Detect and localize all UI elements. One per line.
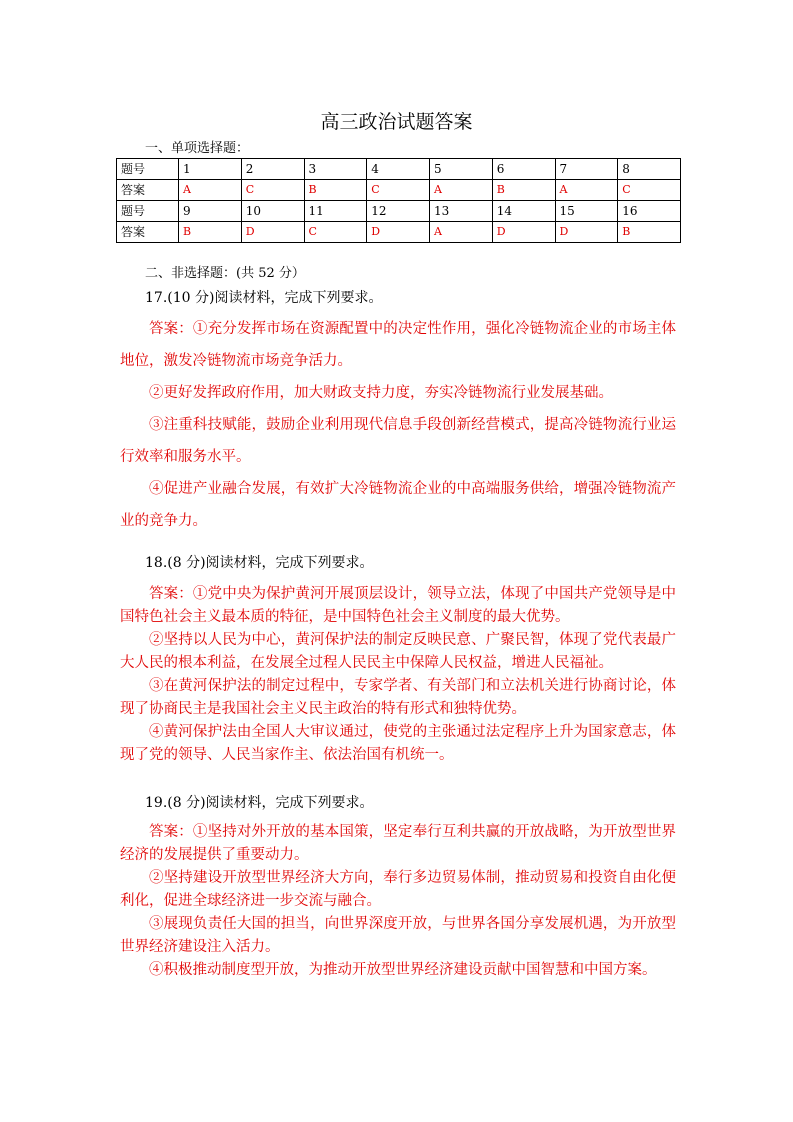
answer-point: 答案：①充分发挥市场在资源配置中的决定性作用，强化冷链物流企业的市场主体地位，激发冷链物流市场竞争活力。 (120, 321, 676, 369)
answer-cell: C (304, 222, 367, 243)
answer-cell: C (367, 180, 430, 201)
table-row (117, 159, 681, 180)
question-number: 9 (179, 201, 242, 222)
answer-point: 答案：①坚持对外开放的基本国策，坚定奉行互利共赢的开放战略，为开放型世界经济的发展提供了重要动力。 (120, 824, 676, 863)
row-label: 答案 (117, 222, 179, 243)
question-number: 11 (304, 201, 367, 222)
section-heading-choice: 一、单项选择题： (145, 141, 250, 156)
answer-cell: C (618, 180, 681, 201)
question-17-prompt: 17.(10 分)阅读材料，完成下列要求。 (145, 290, 383, 306)
question-number: 10 (241, 201, 304, 222)
question-number: 15 (555, 201, 618, 222)
answer-point: ④促进产业融合发展，有效扩大冷链物流企业的中高端服务供给，增强冷链物流产业的竞争力。 (120, 481, 676, 529)
question-number: 7 (555, 159, 618, 180)
question-17-answer (120, 313, 676, 537)
answer-point: ②坚持以人民为中心，黄河保护法的制定反映民意、广聚民智，体现了党代表最广大人民的根本利益，在发展全过程人民民主中保障人民权益，增进人民福祉。 (120, 632, 676, 671)
question-number: 5 (430, 159, 493, 180)
question-number: 4 (367, 159, 430, 180)
answer-cell: D (367, 222, 430, 243)
question-number: 1 (179, 159, 242, 180)
answer-point: ③在黄河保护法的制定过程中，专家学者、有关部门和立法机关进行协商讨论，体现了协商民主是我国社会主义民主政治的特有形式和独特优势。 (120, 678, 676, 717)
answer-cell: B (492, 180, 555, 201)
answer-cell: D (555, 222, 618, 243)
row-label: 题号 (117, 159, 179, 180)
table-row (117, 222, 681, 243)
question-number: 3 (304, 159, 367, 180)
question-number: 8 (618, 159, 681, 180)
question-number: 13 (430, 201, 493, 222)
answer-point: ③注重科技赋能，鼓励企业利用现代信息手段创新经营模式，提高冷链物流行业运行效率和服务水平。 (120, 417, 676, 465)
question-number: 2 (241, 159, 304, 180)
answer-cell: B (618, 222, 681, 243)
answer-cell: C (241, 180, 304, 201)
row-label: 题号 (117, 201, 179, 222)
answer-point: ④积极推动制度型开放，为推动开放型世界经济建设贡献中国智慧和中国方案。 (149, 962, 657, 978)
question-number: 14 (492, 201, 555, 222)
answer-cell: A (179, 180, 242, 201)
table-row (117, 201, 681, 222)
table-row (117, 180, 681, 201)
question-18-prompt: 18.(8 分)阅读材料，完成下列要求。 (145, 555, 374, 571)
page-title: 高三政治试题答案 (320, 111, 473, 133)
answer-table (116, 158, 681, 243)
answer-cell: D (241, 222, 304, 243)
answer-cell: A (430, 180, 493, 201)
answer-point: ③展现负责任大国的担当，向世界深度开放，与世界各国分享发展机遇，为开放型世界经济建设注入活力。 (120, 916, 676, 955)
row-label: 答案 (117, 180, 179, 201)
question-19-prompt: 19.(8 分)阅读材料，完成下列要求。 (145, 795, 374, 811)
answer-point: 答案：①党中央为保护黄河开展顶层设计，领导立法，体现了中国共产党领导是中国特色社会主义最本质的特征，是中国特色社会主义制度的最大优势。 (120, 586, 676, 625)
answer-point: ④黄河保护法由全国人大审议通过，使党的主张通过法定程序上升为国家意志，体现了党的领导、人民当家作主、依法治国有机统一。 (120, 724, 676, 763)
question-number: 6 (492, 159, 555, 180)
answer-cell: A (430, 222, 493, 243)
answer-point: ②更好发挥政府作用，加大财政支持力度，夯实冷链物流行业发展基础。 (149, 385, 613, 401)
question-19-answer (120, 821, 676, 982)
answer-point: ②坚持建设开放型世界经济大方向，奉行多边贸易体制，推动贸易和投资自由化便利化，促进全球经济进一步交流与融合。 (120, 870, 676, 909)
section-heading-essay: 二、非选择题：(共 52 分） (145, 266, 305, 281)
question-number: 12 (367, 201, 430, 222)
answer-cell: B (304, 180, 367, 201)
answer-cell: D (492, 222, 555, 243)
answer-cell: A (555, 180, 618, 201)
answer-cell: B (179, 222, 242, 243)
question-18-answer (120, 583, 676, 767)
question-number: 16 (618, 201, 681, 222)
